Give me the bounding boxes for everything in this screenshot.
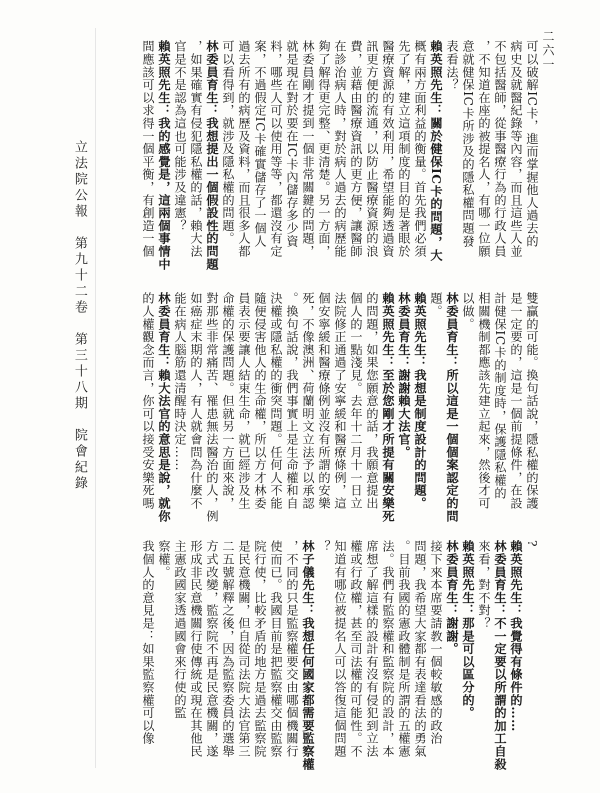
text-column: ，不同的只是監察權要交由哪個機關行 [285, 540, 299, 758]
text-column: 察權。 [157, 540, 171, 579]
text-column: 。換句話說，我們事實上是生命權和自 [285, 292, 299, 510]
text-column: 來看，對不對？ [477, 540, 491, 630]
text-column: 表看法？ [445, 40, 459, 92]
text-column: 林委員育生：賴大法官的意思是說，就你 [157, 292, 171, 522]
text-column: ，如果確實有侵犯隱私權的話，賴大法 [189, 40, 203, 258]
text-column: 使而已。我國目前是把監察權交由監察 [269, 540, 283, 758]
text-column: 賴英照先生：我的感覺是，這兩個事情中 [157, 40, 171, 271]
text-column: 決權或隱私權的衝突問題。任何人不能 [269, 292, 283, 510]
text-column: 林委員剛才提到一個非常關鍵的問題， [301, 40, 315, 258]
text-column: 概有兩方面利益的衡量。首先我們必須 [413, 40, 427, 258]
text-column: 院行使，比較矛盾的地方是過去監察院 [253, 540, 267, 758]
text-column: 接下來本席要請教一個較敏感的政治 [429, 540, 443, 745]
text-column: 席想了解這樣的設計有沒有侵犯到立法 [365, 540, 379, 758]
text-band-top [140, 40, 540, 275]
text-column: 在診治病人時，對於病人過去的病歷能 [333, 40, 347, 258]
text-column: 夠了解得更完整、更清楚。另一方面， [317, 40, 331, 258]
text-column: 林委員育生：謝謝賴大法官。 [397, 292, 411, 459]
text-column: 以做。 [461, 292, 475, 331]
text-column: 隨便侵害他人的生命權，所以方才林委 [253, 292, 267, 510]
text-column: 題。 [429, 292, 443, 318]
text-column: 官是不是認為這也可能涉及違憲？ [173, 40, 187, 232]
text-column: 林委員育生：謝謝。 [445, 540, 459, 656]
text-band-middle [140, 292, 540, 522]
text-column: 病史及就醫紀錄等內容，而且這些人並 [509, 40, 523, 258]
text-column: 個安寧緩和醫療條例並沒有所謂的安樂 [317, 292, 331, 510]
text-column: 林委員育生：所以這是一個個案認定的問 [445, 292, 459, 522]
text-column: 案，不過假定IC卡確實儲存了一個人 [253, 40, 267, 248]
text-column: 是一定要的，這是一個前提條件，在設 [509, 292, 523, 510]
text-column: 計健保IC卡的制度時，保護隱私權的 [493, 292, 507, 500]
text-column: 費，並藉由醫療資訊的更方便，讓醫師 [349, 40, 363, 258]
text-column: 對那些非常痛苦、罹患無法醫治的人，例 [205, 292, 219, 522]
text-column: ？ [317, 540, 331, 553]
text-column: 法院修正通過了安寧緩和醫療條例，這 [333, 292, 347, 510]
text-column: 員表示要讓人結束生命，就已經涉及生 [237, 292, 251, 510]
text-column: 問題，我希望大家都有表達看法的勇氣 [413, 540, 427, 758]
text-column: 知道有哪位被提名人可以答復這個問題 [333, 540, 347, 758]
page-header: 立法院公報 第九十二卷 第三十八期 院會紀錄 [71, 140, 87, 492]
text-column: 雙贏的可能。換句話說，隱私權的保護 [525, 292, 539, 510]
text-column: 過去所有的病歷及資料，而且很多人都 [237, 40, 251, 258]
text-column: 的人權觀念而言，你可以接受安樂死嗎 [141, 292, 155, 510]
text-column: 死，不像澳洲、荷蘭明文立法予以承認 [301, 292, 315, 510]
text-column: 賴英照先生：我想是制度設計的問題。 [413, 292, 427, 510]
text-column: 可以破解IC卡，進而掌握他人過去的 [525, 40, 539, 248]
text-column: ? [525, 540, 539, 548]
text-column: 林子儀先生：我想任何國家都需要監察權 [301, 540, 315, 770]
text-column: 間應該可以求得一個平衡，有創造一個 [141, 40, 155, 258]
text-column: 先了解，建立這項制度的目的是著眼於 [397, 40, 411, 258]
text-column: 林委員育生：我想提出一個假設性的問題 [205, 40, 219, 271]
text-column: 方式改變，監察院不再是民意機關，遂 [205, 540, 219, 758]
text-column: 醫療資源的有效利用，希望能夠透過資 [381, 40, 395, 258]
text-column: 命權的保護問題。但就另一方面來說， [221, 292, 235, 510]
text-column: 我個人的意見是：如果監察權可以像 [141, 540, 155, 745]
text-column: ，不知道在座的被提名人，有哪一位願 [477, 40, 491, 258]
text-column: 賴英照先生：關於健保IC卡的問題，大 [429, 40, 443, 262]
page-number: 二六一 [541, 30, 555, 72]
text-column: 。目前我國的憲政體制是所謂的五權憲 [397, 540, 411, 758]
text-column: 法。我們有監察權和監察院的設計，本 [381, 540, 395, 758]
text-band-bottom [140, 540, 540, 770]
text-column: 權或行政權，甚至司法權的可能性。不 [349, 540, 363, 758]
text-column: 形成非民意機關行使傳統或現在其他民 [189, 540, 203, 758]
text-column: 就是現在對於要在IC卡內儲存多少資 [285, 40, 299, 248]
text-column: 不包括醫師，從事醫療行為的行政人員 [493, 40, 507, 258]
text-column: 意就健保IC卡所涉及的隱私權問題發 [461, 40, 475, 248]
text-column: 林委員育生：不一定要以所謂的加工自殺 [493, 540, 507, 770]
text-column: 如癌症末期的人，有人就會問為什麼不 [189, 292, 203, 510]
text-column: 賴英照先生：至於您剛才所提有關安樂死 [381, 292, 395, 522]
text-column: 訊更方便的流通，以防止醫療資源的浪 [365, 40, 379, 258]
text-column: 是民意機關，但自從司法院大法官第三 [237, 540, 251, 758]
text-column: 能在病人腦筋還清醒時決定…… [173, 292, 187, 472]
text-column: 可以看得到，就涉及隱私權的問題。 [221, 40, 235, 245]
text-column: 個人的一點淺見。去年十二月十一日立 [349, 292, 363, 510]
text-column: 賴英照先生：那是可以區分的。 [461, 540, 475, 720]
text-column: 的問題，如果您願意的話，我願意提出 [365, 292, 379, 510]
text-column: 料，哪些人可以使用等等，都還沒有定 [269, 40, 283, 258]
text-column: 賴英照先生：我覺得有條件的…… [509, 540, 523, 732]
text-column: 主憲政國家透過國會來行使的監 [173, 540, 187, 720]
text-column: 二五號解釋之後，因為監察委員的選舉 [221, 540, 235, 758]
text-column: 相關機制都應該先建立起來，然後才可 [477, 292, 491, 510]
divider [95, 28, 96, 768]
